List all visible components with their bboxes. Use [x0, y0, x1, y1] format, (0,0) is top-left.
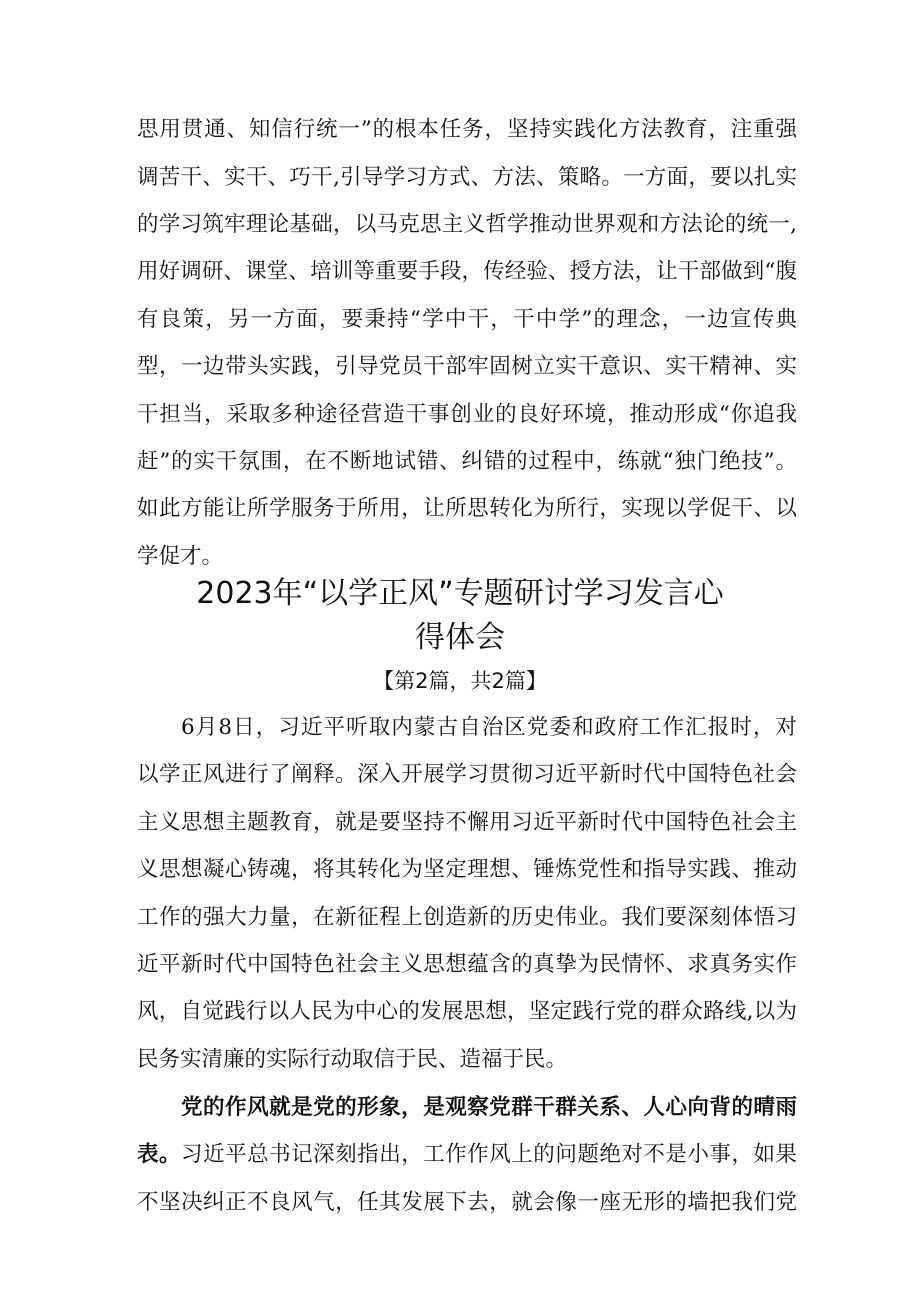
paragraph-line: 干担当，采取多种途径营造干事创业的良好环境，推动形成“你追我 — [137, 402, 797, 427]
paragraph-line: 如此方能让所学服务于所用，让所思转化为所行，实现以学促干、以 — [137, 496, 797, 521]
paragraph-line: 有良策，另一方面，要秉持“学中干，干中学”的理念，一边宣传典 — [137, 307, 797, 332]
paragraph-line-bold: 党的作风就是党的形象，是观察党群干群关系、人心向背的晴雨 — [181, 1095, 797, 1120]
paragraph-line: 以学正风进行了阐释。深入开展学习贯彻习近平新时代中国特色社会 — [137, 762, 797, 787]
article-title-line-2: 得体会 — [415, 620, 505, 655]
article-subtitle: 【第2篇，共2篇】 — [373, 669, 547, 693]
paragraph-line: 风，自觉践行以人民为中心的发展思想，坚定践行党的群众路线,以为 — [137, 999, 797, 1024]
paragraph-line: 学促才。 — [137, 544, 224, 569]
paragraph-text: 习近平总书记深刻指出，工作作风上的问题绝对不是小事，如果 — [181, 1142, 797, 1167]
paragraph-line: 的学习筑牢理论基础，以马克思主义哲学推动世界观和方法论的统一, — [137, 212, 797, 237]
paragraph-line: 思用贯通、知信行统一”的根本任务，坚持实践化方法教育，注重强 — [137, 117, 797, 142]
paragraph-line: 民务实清廉的实际行动取信于民、造福于民。 — [137, 1047, 568, 1072]
paragraph-line: 调苦干、实干、巧干,引导学习方式、方法、策略。一方面，要以扎实 — [137, 165, 797, 190]
paragraph-line: 工作的强大力量，在新征程上创造新的历史伟业。我们要深刻体悟习 — [137, 905, 797, 930]
paragraph-line: 赶”的实干氛围，在不断地试错、纠错的过程中，练就“独门绝技”。 — [137, 449, 797, 474]
paragraph-line: 义思想凝心铸魂，将其转化为坚定理想、锤炼党性和指导实践、推动 — [137, 857, 797, 882]
paragraph-line: 近平新时代中国特色社会主义思想蕴含的真挚为民情怀、求真务实作 — [137, 952, 797, 977]
paragraph-line: 不坚决纠正不良风气，任其发展下去，就会像一座无形的墙把我们党 — [137, 1190, 797, 1215]
article-title-line-1: 2023年“以学正风”专题研讨学习发言心 — [196, 576, 724, 611]
paragraph-line: 型，一边带头实践，引导党员干部牢固树立实干意识、实干精神、实 — [137, 354, 797, 379]
paragraph-line — [137, 1140, 797, 1170]
bold-lead-text: 表。 — [137, 1142, 182, 1167]
paragraph-line: 用好调研、课堂、培训等重要手段，传经验、授方法，让干部做到“腹 — [137, 259, 797, 284]
paragraph-line: 6月8日，习近平听取内蒙古自治区党委和政府工作汇报时，对 — [181, 715, 797, 740]
paragraph-line: 主义思想主题教育，就是要坚持不懈用习近平新时代中国特色社会主 — [137, 810, 797, 835]
